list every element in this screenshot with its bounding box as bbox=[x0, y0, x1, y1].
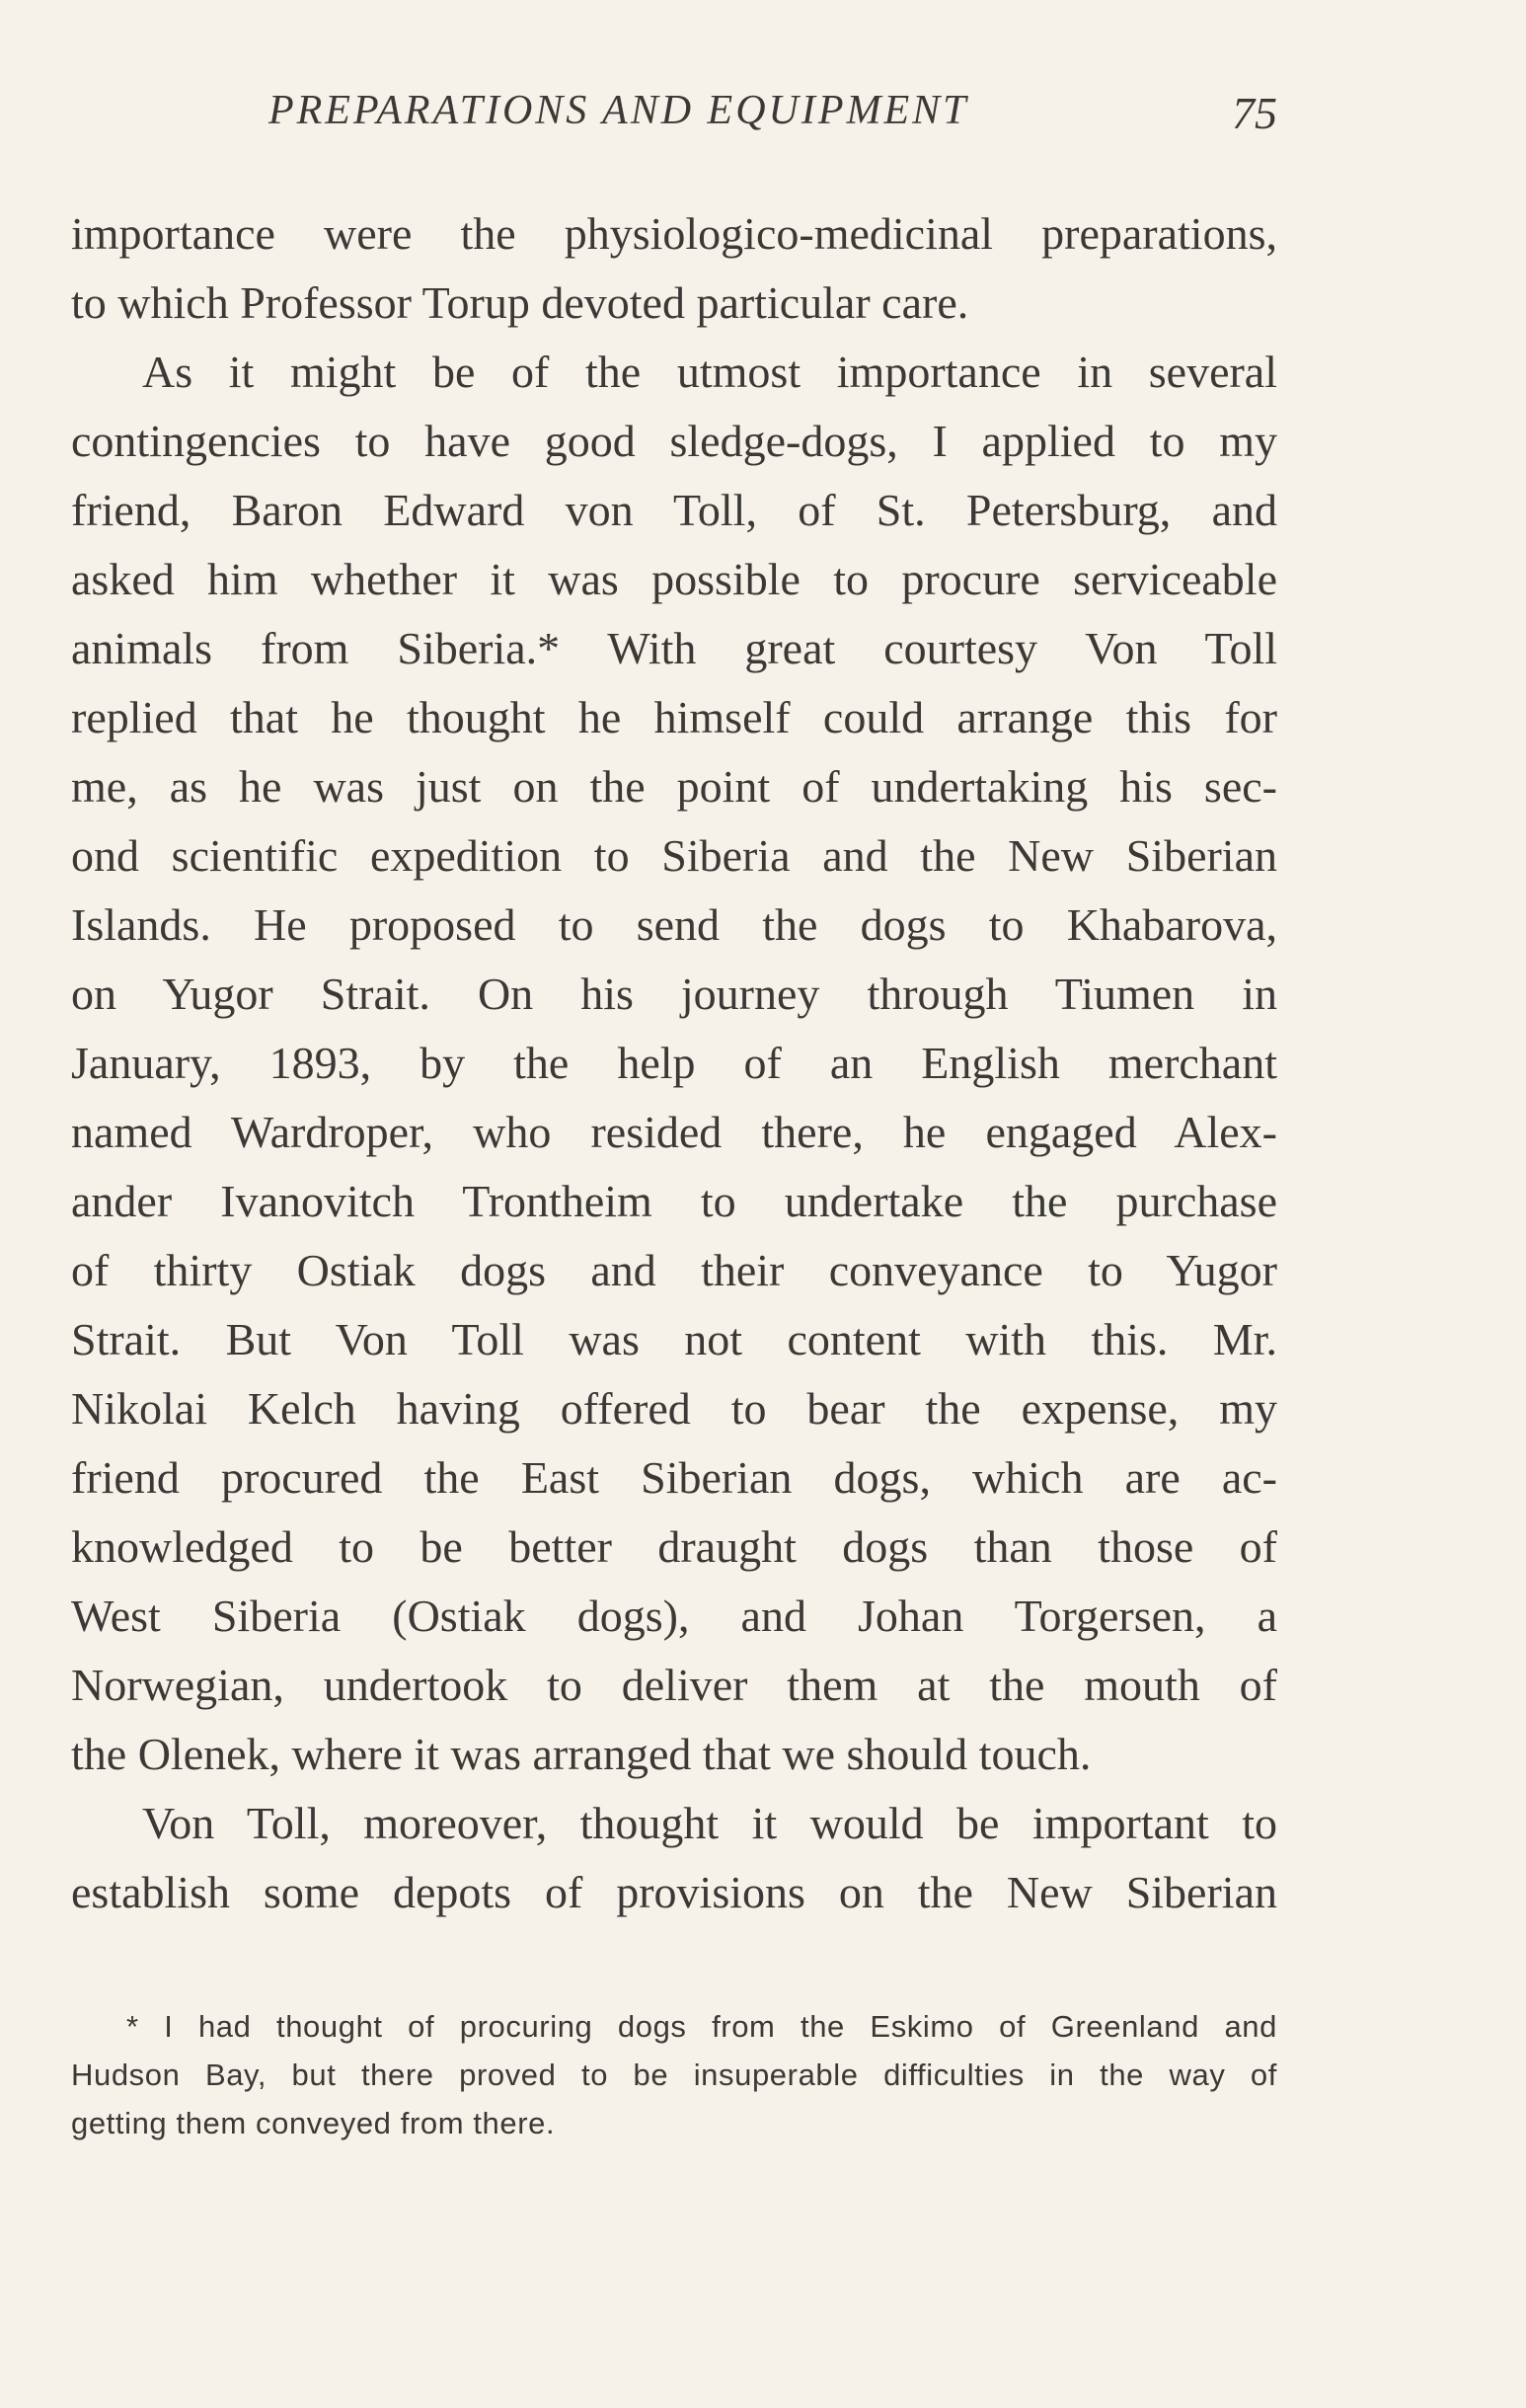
text-line: Norwegian, undertook to deliver them at the mouth of bbox=[71, 1660, 1277, 1710]
text-line: of thirty Ostiak dogs and their conveyance to Yugor bbox=[71, 1245, 1277, 1295]
footnote bbox=[71, 2002, 1277, 2147]
text-line: importance were the physiologico-medicinal preparations, bbox=[71, 208, 1277, 259]
text-line: friend procured the East Siberian dogs, which are ac- bbox=[71, 1452, 1277, 1503]
page-number: 75 bbox=[1232, 88, 1277, 138]
text-line: on Yugor Strait. On his journey through Tiumen in bbox=[71, 969, 1277, 1019]
text-line: replied that he thought he himself could arrange this for bbox=[71, 692, 1277, 742]
text-line: asked him whether it was possible to procure serviceable bbox=[71, 554, 1277, 604]
footnote-line: * I had thought of procuring dogs from the Eskimo of Greenland and bbox=[126, 2009, 1277, 2044]
text-line: contingencies to have good sledge-dogs, I applied to my bbox=[71, 416, 1277, 466]
text-line: As it might be of the utmost importance in several bbox=[142, 347, 1277, 397]
footnote-line: Hudson Bay, but there proved to be insuperable difficulties in the way of bbox=[71, 2058, 1277, 2092]
text-line: Strait. But Von Toll was not content with this. Mr. bbox=[71, 1314, 1277, 1364]
text-line: Islands. He proposed to send the dogs to Khabarova, bbox=[71, 899, 1277, 950]
text-line: knowledged to be better draught dogs than those of bbox=[71, 1521, 1277, 1572]
text-line: ond scientific expedition to Siberia and the New Siberian bbox=[71, 830, 1277, 881]
text-line: Nikolai Kelch having offered to bear the expense, my bbox=[71, 1383, 1277, 1434]
text-line: Von Toll, moreover, thought it would be important to bbox=[142, 1798, 1277, 1848]
text-line: friend, Baron Edward von Toll, of St. Petersburg, and bbox=[71, 485, 1277, 535]
text-line: January, 1893, by the help of an English merchant bbox=[71, 1038, 1277, 1088]
body-text bbox=[71, 199, 1277, 1927]
text-line: me, as he was just on the point of undertaking his sec- bbox=[71, 761, 1277, 812]
text-line: establish some depots of provisions on the New Siberian bbox=[71, 1867, 1277, 1917]
text-line: named Wardroper, who resided there, he engaged Alex- bbox=[71, 1107, 1277, 1157]
text-line: animals from Siberia.* With great courtesy Von Toll bbox=[71, 623, 1277, 673]
text-line: West Siberia (Ostiak dogs), and Johan Torgersen, a bbox=[71, 1591, 1277, 1641]
text-line: the Olenek, where it was arranged that we should touch. bbox=[71, 1729, 1092, 1779]
text-line: to which Professor Torup devoted particular care. bbox=[71, 277, 969, 328]
footnote-line: getting them conveyed from there. bbox=[71, 2106, 556, 2140]
text-line: ander Ivanovitch Trontheim to undertake the purchase bbox=[71, 1176, 1277, 1226]
running-head bbox=[71, 87, 1277, 146]
running-title: PREPARATIONS AND EQUIPMENT bbox=[268, 88, 969, 133]
